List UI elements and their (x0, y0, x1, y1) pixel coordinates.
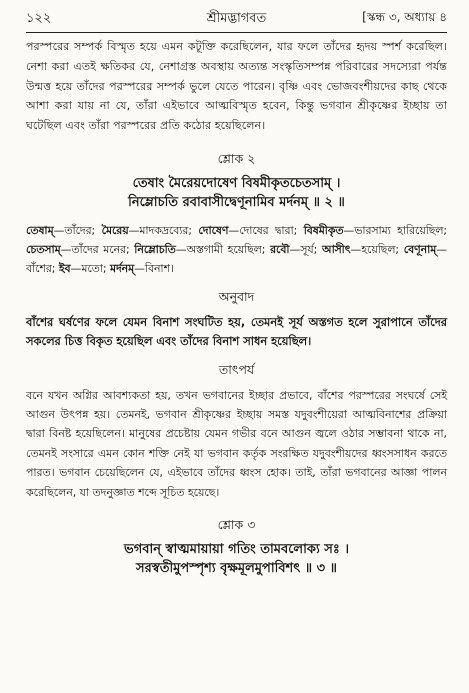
synonym-meaning: মতো; (81, 262, 107, 276)
synonym-term: দোষেণ (198, 223, 229, 237)
synonym-term: তেষাম্ (26, 223, 54, 237)
synonym-meaning: হয়েছিল; (361, 243, 400, 257)
verse-2-line-2: নিম্লোচতি রবাবাসীদ্বেণূনামিব মর্দনম্ ॥ ২ ॥ (128, 194, 345, 210)
synonym-term: আসীৎ (321, 243, 351, 257)
chapter-reference: [স্কন্ধ ৩, অধ্যায় ৪ (362, 10, 447, 24)
verse-3-line-2: সরস্বতীমুপস্পৃশ্য বৃক্ষমূলমুপাবিশৎ ॥ ৩ ॥ (136, 561, 337, 577)
synonym-meaning: বাঁশের; (26, 262, 56, 276)
intro-paragraph: পরস্পরের সম্পর্ক বিস্মৃত হয়ে এমন কটূক্তি করেছিলেন, যার ফলে তাঁদের হৃদয় স্পর্শ করেছিল। নেশা করা এতই ক্ষতিকর যে, নেশাগ্রস্ত অবস্থায় অত্যন্ত সংস্কৃতিসম্পন্ন পরিবারের সদস্যেরা পর্যন্ত উন্মত্ত হয়ে তাঁদের পরস্পরের সম্পর্ক ভুলে যেতে পারেন। বৃষ্ণি এবং ভোজবংশীয়দের কাছ থেকে আশা করা যায় না যে, তাঁরা এইভাবে আত্মবিস্মৃত হবেন, কিন্তু ভগবান শ্রীকৃষ্ণের ইচ্ছায় তা ঘটেছিল এবং তাঁরা পরস্পরের প্রতি কঠোর হয়েছিলেন। (26, 40, 447, 133)
synonym-term: মর্দনম্ (109, 262, 135, 276)
synonyms: তেষাম্—তাঁদের; মৈরেয়—মাদকদ্রব্যের; দোষেণ—দোষের দ্বারা; বিষমীকৃত—ভারসাম্য হারিয়েছিল; চেতসাম্—তাঁদের মনের; নিম্লোচতি—অস্তগামী হয়েছিল; রবৌ—সূর্য; আসীৎ—হয়েছিল; বেণূনাম্—বাঁশের; ইব—মতো; মর্দনম্—বিনাশ। (26, 223, 448, 276)
synonym-term: ইব (58, 262, 71, 276)
synonym-term: নিম্লোচতি (134, 243, 176, 257)
synonym-term: বিষমীকৃত (303, 223, 344, 237)
synonym-meaning: তাঁদের মনের; (71, 243, 130, 257)
verse-3-title: শ্লোক ৩ (217, 517, 256, 533)
translation-title: অনুবাদ (218, 288, 255, 304)
synonym-term: চেতসাম্ (26, 243, 61, 257)
translation-text: বাঁশের ঘর্ষণের ফলে যেমন বিনাশ সংঘটিত হয়, তেমনই সূর্য অস্তগত হলে সুরাপানে তাঁদের সকলের চিত্ত বিকৃত হয়েছিল এবং তাঁদের বিনাশ সাধন হয়েছিল। (26, 314, 447, 349)
synonym-meaning: ভারসাম্য হারিয়েছিল; (354, 223, 448, 237)
synonym-meaning: সূর্য; (300, 243, 318, 257)
verse-3-line-1: ভগবান্ স্বাত্মমায়ায়া গতিং তামবলোক্য সঃ । (124, 542, 349, 558)
page-header (26, 6, 447, 33)
book-title: শ্রীমদ্ভাগবত (206, 11, 267, 26)
synonym-meaning: মাদকদ্রব্যের; (139, 223, 192, 237)
synonym-meaning: তাঁদের; (64, 223, 96, 237)
page-number: ১২২ (26, 11, 52, 26)
synonym-meaning: দোষের দ্বারা; (239, 223, 298, 237)
synonym-meaning: অস্তগামী হয়েছিল; (186, 243, 266, 257)
synonym-term: বেণূনাম্ (403, 243, 437, 257)
verse-2-line-1: তেষাং মৈরেয়দোষেণ বিষমীকৃতচেতসাম্ । (132, 175, 341, 191)
synonym-term: মৈরেয় (101, 223, 129, 237)
purport-text: বনে যখন অগ্নির আবশ্যকতা হয়, তখন ভগবানের ইচ্ছার প্রভাবে, বাঁশের পরস্পরের সংঘর্ষে সেই আগুন উৎপন্ন হয়। তেমনই, ভগবান শ্রীকৃষ্ণের ইচ্ছায় সমস্ত যদুবংশীয়েরা আত্মবিনাশের প্রক্রিয়া দ্বারা বিনষ্ট হয়েছিলেন। মানুষের প্রচেষ্টায় যেমন গভীর বনে আগুন জ্বলে ওঠার সম্ভাবনা থাকে না, তেমনই সংসারে এমন কোন শক্তি নেই যা ভগবান কর্তৃক সংরক্ষিত যদুবংশীয়দের ধ্বংসসাধন করতে পারত। ভগবান চেয়েছিলেন যে, এইভাবে তাঁদের ধ্বংস হোক। তাই, তাঁরা ভগবানের আজ্ঞা পালন করেছিলেন, যা তদনুজ্ঞাত শব্দে সূচিত হয়েছে। (26, 388, 447, 499)
synonym-meaning: বিনাশ। (144, 262, 174, 276)
verse-2-title: শ্লোক ২ (217, 150, 256, 166)
purport-title: তাৎপর্য (218, 361, 255, 377)
verse-2-text (26, 174, 447, 212)
synonym-term: রবৌ (270, 243, 290, 257)
verse-3-text (26, 540, 447, 578)
